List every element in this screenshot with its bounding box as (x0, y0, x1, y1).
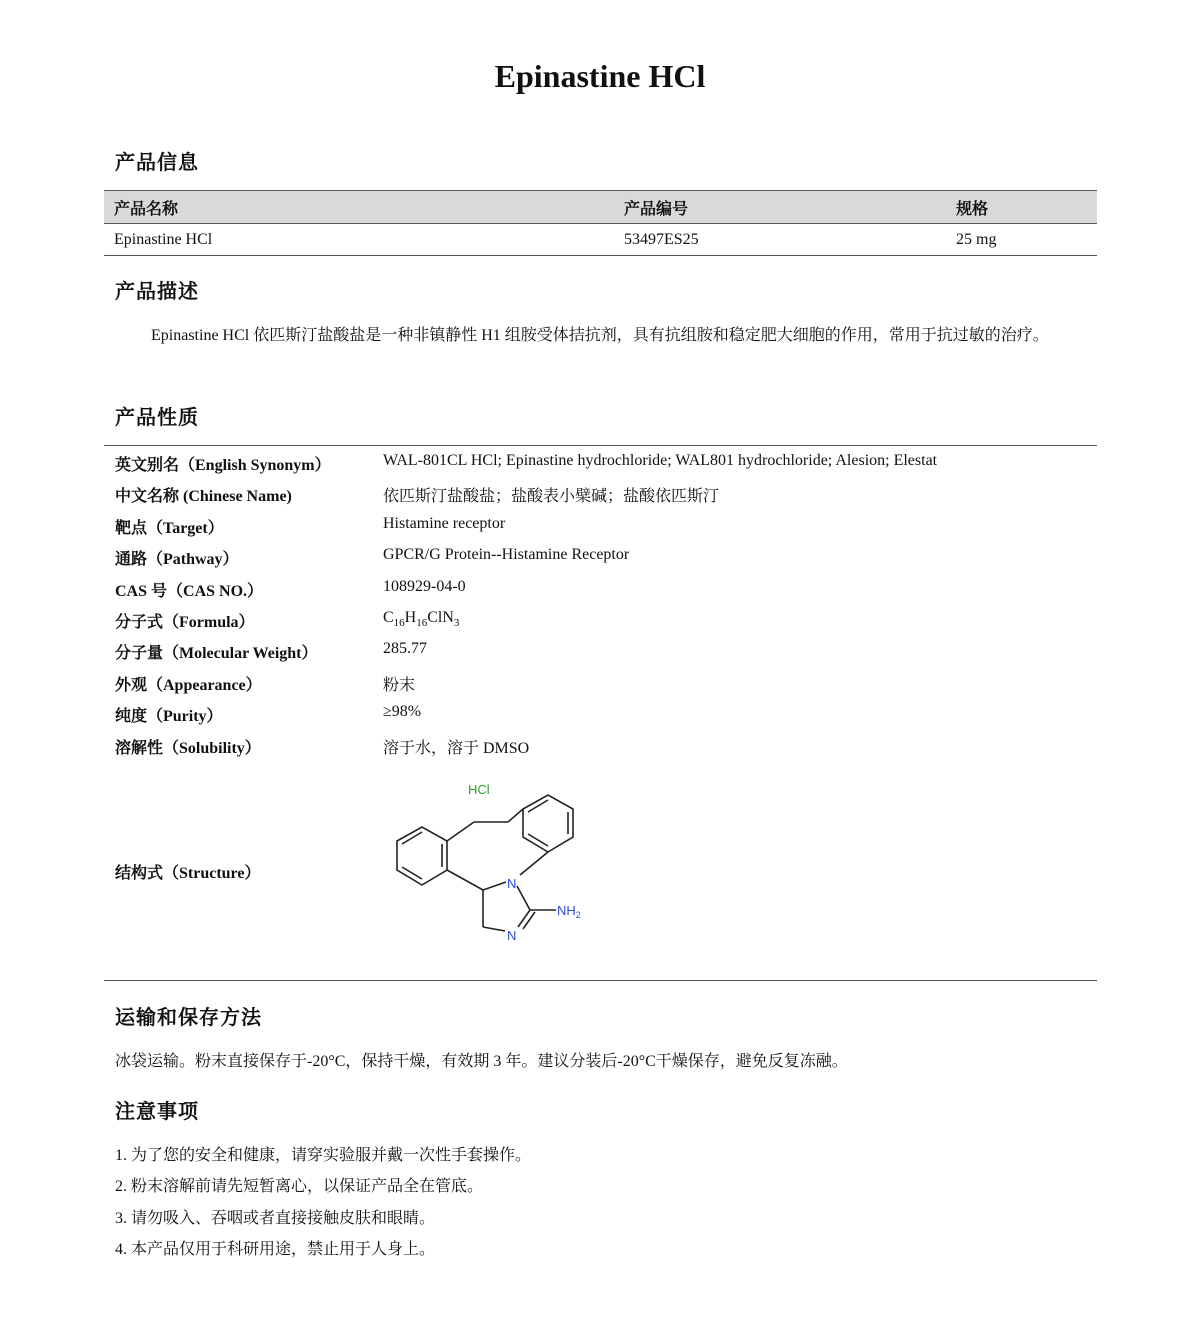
property-key: 英文别名（English Synonym） (115, 457, 331, 474)
section-heading-properties: 产品性质 (115, 407, 199, 429)
properties-list (104, 448, 1097, 762)
list-item: 1. 为了您的安全和健康，请穿实验服并戴一次性手套操作。 (115, 1147, 532, 1164)
amine-label: $NH_2$ (557, 903, 581, 920)
shipping-text: 冰袋运输。粉末直接保存于-20°C，保持干燥，有效期 3 年。建议分装后-20°C干燥保存，避免反复冻融。 (115, 1053, 848, 1070)
property-value: 依匹斯汀盐酸盐；盐酸表小檗碱；盐酸依匹斯汀 (383, 488, 720, 506)
nitrogen-label: N (507, 928, 517, 943)
page-title: Epinastine HCl (494, 58, 706, 94)
property-key: 溶解性（Solubility） (115, 739, 261, 757)
product-table (104, 190, 1097, 256)
salt-label: HCl (468, 782, 490, 797)
column-header: 产品编号 (614, 191, 946, 224)
property-value: WAL-801CL HCl; Epinastine hydrochloride; WAL801 hydrochloride; Alesion; Elestat (383, 452, 938, 469)
property-key: 外观（Appearance） (115, 676, 262, 694)
property-key: 靶点（Target） (115, 519, 224, 537)
chemical-structure-image (380, 775, 610, 950)
list-item: 4. 本产品仅用于科研用途，禁止用于人身上。 (115, 1241, 436, 1259)
product-number-cell: 53497ES25 (614, 224, 946, 256)
property-row (104, 479, 1097, 510)
structure-bonds (397, 795, 573, 931)
property-row (104, 699, 1097, 730)
property-row (104, 731, 1097, 762)
property-value: 108929-04-0 (383, 577, 466, 595)
product-name-cell: Epinastine HCl (104, 224, 614, 256)
divider (104, 980, 1097, 981)
table-row (104, 224, 1097, 256)
property-value: ≥98% (383, 703, 422, 721)
property-row (104, 511, 1097, 542)
property-row (104, 605, 1097, 636)
property-key: 分子式（Formula） (115, 613, 255, 631)
property-value: GPCR/G Protein--Histamine Receptor (383, 546, 630, 564)
structure-label: 结构式（Structure） (115, 865, 261, 882)
property-key: 分子量（Molecular Weight） (115, 645, 318, 663)
property-value: 粉末 (383, 676, 416, 694)
table-header-row (104, 191, 1097, 224)
nitrogen-label: N (507, 876, 517, 891)
property-key: CAS 号（CAS NO.） (115, 582, 264, 600)
list-item: 3. 请勿吸入、吞咽或者直接接触皮肤和眼睛。 (115, 1209, 436, 1227)
divider (104, 445, 1097, 446)
section-heading-shipping: 运输和保存方法 (115, 1007, 262, 1029)
formula-value: $C_{16}H_{16}ClN_3$ (383, 608, 460, 630)
property-value: Histamine receptor (383, 514, 506, 532)
list-item: 2. 粉末溶解前请先短暂离心，以保证产品全在管底。 (115, 1178, 484, 1196)
property-row (104, 542, 1097, 573)
property-row (104, 448, 1097, 479)
property-key: 中文名称 (Chinese Name) (115, 488, 292, 506)
column-header: 规格 (946, 191, 1097, 224)
property-row (104, 636, 1097, 667)
property-row (104, 574, 1097, 605)
description-text: Epinastine HCl 依匹斯汀盐酸盐是一种非镇静性 H1 组胺受体拮抗剂，具有抗组胺和稳定肥大细胞的作用，常用于抗过敏的治疗。 (151, 327, 1049, 344)
section-heading-notes: 注意事项 (115, 1101, 199, 1123)
property-value: 285.77 (383, 640, 427, 658)
column-header: 产品名称 (104, 191, 614, 224)
property-row (104, 668, 1097, 699)
product-size-cell: 25 mg (946, 224, 1097, 256)
section-heading-product-info: 产品信息 (115, 152, 199, 174)
property-value: 溶于水，溶于 DMSO (383, 739, 530, 757)
property-key: 纯度（Purity） (115, 708, 223, 726)
section-heading-description: 产品描述 (115, 281, 199, 303)
property-key: 通路（Pathway） (115, 551, 239, 569)
notes-list (115, 1142, 531, 1268)
